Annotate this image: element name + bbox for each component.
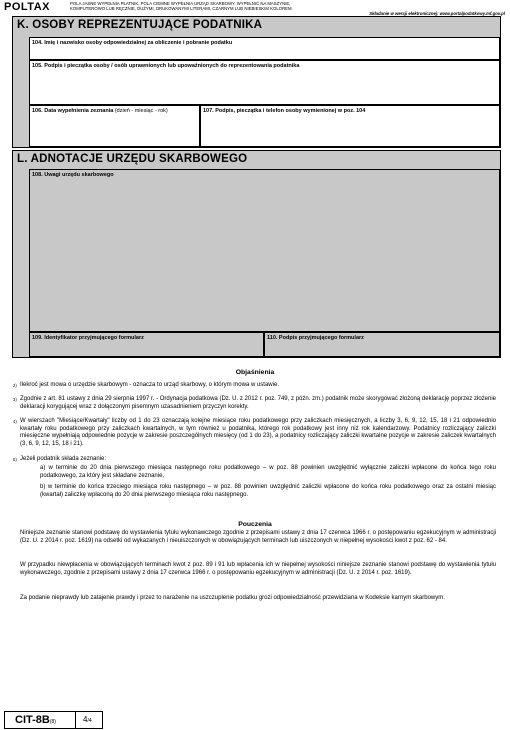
field-110 — [264, 332, 500, 357]
pouczenia-paragraph-1: Niniejsze zeznanie stanowi podstawę do wystawienia tytułu wykonawczego zgodnie z przepisami ustawy z dnia 17 czerwca 1966 r. o postępowaniu egzekucyjnym w administracji (Dz. U. z 2014 r. poz. 1619) na odsetki od wykazanych i nieuiszczonych w obowiązujących terminach lub uiszczonych w niepełnej wysokości kwot z poz. 62 - 84. — [20, 530, 496, 544]
footer-divider — [75, 712, 76, 728]
pouczenia-paragraph-2: W przypadku niewpłacenia w obowiązujących terminach kwot z poz. 89 i 91 lub wpłacenia ich w niepełnej wysokości niniejsze zeznanie stanowi podstawę do wystawienia tytułu wykonawczego, zgodnie z przepisami ustawy z dnia 17 czerwca 1966 r. o postępowaniu egzekucyjnym w administracji (Dz. U. z 2014 r. poz. 1619). — [20, 562, 496, 576]
note-3: Zgodnie z art. 81 ustawy z dnia 29 sierpnia 1997 r. - Ordynacja podatkowa (Dz. U. z 2012 r. poz. 749, z późn. zm.) podatnik może skorygować złożoną deklarację poprzez złożenie deklaracji korygującej wraz z dołączonym pisemnym uzasadnieniem przyczyn korekty. — [20, 396, 496, 410]
header-instructions: POLA JASNE WYPEŁNIA PŁATNIK, POLA CIEMNE WYPEŁNIA URZĄD SKARBOWY. WYPEŁNIĆ NA MASZYNIE, KOMPUTEROWO LUB RĘCZNIE, DUŻYMI, DRUKOWANYMI LITERAMI, CZARNYM LUB NIEBIESKIM KOLOREM. — [70, 1, 293, 12]
field-109-label: 109. Identyfikator przyjmującego formularz — [32, 335, 144, 341]
field-105-label: 105. Podpis i pieczątka osoby / osób uprawnionych lub upoważnionych do reprezentowania podatnika — [32, 63, 300, 69]
note-2-mark: 2) — [13, 383, 17, 388]
form-code-text: CIT-8B — [15, 714, 50, 726]
page-current: 4 — [83, 715, 88, 724]
field-109 — [29, 332, 264, 357]
pouczenia-title: Pouczenia — [238, 521, 272, 528]
field-106[interactable] — [29, 105, 200, 147]
note-5-mark: 5) — [13, 457, 17, 462]
note-3-mark: 3) — [13, 397, 17, 402]
form-version: (8) — [49, 719, 56, 725]
note-2: Ilekroć jest mowa o urzędzie skarbowym - oznacza to urząd skarbowy, o którym mowa w ustawie. — [20, 382, 279, 388]
note-3-marker — [13, 396, 17, 408]
note-5-marker — [13, 456, 17, 468]
section-k-title: K. OSOBY REPREZENTUJĄCE PODATNIKA — [17, 19, 263, 31]
note-5a: a) w terminie do 20 dnia pierwszego miesiąca następnego roku podatkowego – w poz. 88 powinien uwzględnić wyłącznie zaliczki wpłacone do końca tego roku podatkowego, za który jest składane zeznanie, — [40, 465, 496, 479]
note-4: W wierszach "Miesiące/Kwartały" liczby od 1 do 23 oznaczają kolejne miesiące roku podatkowego przy zaliczkach miesięcznych, a liczby 3, 6, 9, 12, 15, 18 i 21 odpowiednio kwartały roku podatkowego przy zaliczkach kwartalnych, w tym również u podatnika, którego rok podatkowy jest inny niż rok kalendarzowy. Podatnicy rozliczający zaliczki miesięczne wypełniają odpowiednie pozycje w zakresie poszczególnych miesięcy (od 1 do 23), a podatnicy rozliczający zaliczki kwartalne pozycje w zakresie zaliczek kwartalnych (3, 6, 9, 12, 15, 18 i 21). — [20, 418, 496, 447]
section-l — [12, 150, 501, 358]
brand-logo-text: POLTAX — [4, 1, 50, 13]
field-108-label: 108. Uwagi urzędu skarbowego — [32, 172, 114, 178]
page-total: /4 — [87, 718, 92, 724]
field-107[interactable] — [200, 105, 500, 147]
field-106-label-text: 106. Data wypełnienia zeznania — [32, 108, 114, 114]
field-104-label: 104. Imię i nazwisko osoby odpowiedzialnej za obliczenie i pobranie podatku — [32, 40, 233, 46]
field-104[interactable] — [29, 37, 500, 60]
field-105[interactable] — [29, 60, 500, 105]
note-5b: b) w terminie do końca trzeciego miesiąca roku następnego – w poz. 88 powinien uwzględnić zaliczki wpłacone do końca roku podatkowego oraz za ostatni miesiąc (kwartał) zaliczkę wpłaconą do 20 dnia pierwszego miesiąca roku następnego. — [40, 484, 496, 498]
note-4-marker — [13, 418, 17, 430]
form-code — [15, 714, 56, 726]
header-eservice-link[interactable]: Składanie w wersji elektronicznej: www.portalpodatkowy.mf.gov.pl — [369, 11, 505, 16]
footer-form-id — [4, 711, 103, 729]
notes-title: Objaśnienia — [235, 369, 275, 376]
section-l-title: L. ADNOTACJE URZĘDU SKARBOWEGO — [17, 153, 248, 165]
field-107-label: 107. Podpis, pieczątka i telefon osoby wymienionej w poz. 104 — [203, 108, 366, 114]
field-106-label — [32, 108, 168, 114]
section-k — [12, 16, 501, 148]
field-108 — [29, 169, 500, 332]
note-4-mark: 4) — [13, 419, 17, 424]
field-106-date-hint: (dzień - miesiąc - rok) — [114, 108, 168, 114]
note-5: Jeżeli podatnik składa zeznanie: — [20, 456, 107, 462]
note-2-marker — [13, 382, 17, 394]
page-number — [83, 715, 92, 724]
field-110-label: 110. Podpis przyjmującego formularz — [267, 335, 364, 341]
pouczenia-paragraph-3: Za podanie nieprawdy lub zatajenie prawdy i przez to narażenie na uszczuplenie podatku grozi odpowiedzialność przewidziana w Kodeksie karnym skarbowym. — [20, 595, 445, 601]
